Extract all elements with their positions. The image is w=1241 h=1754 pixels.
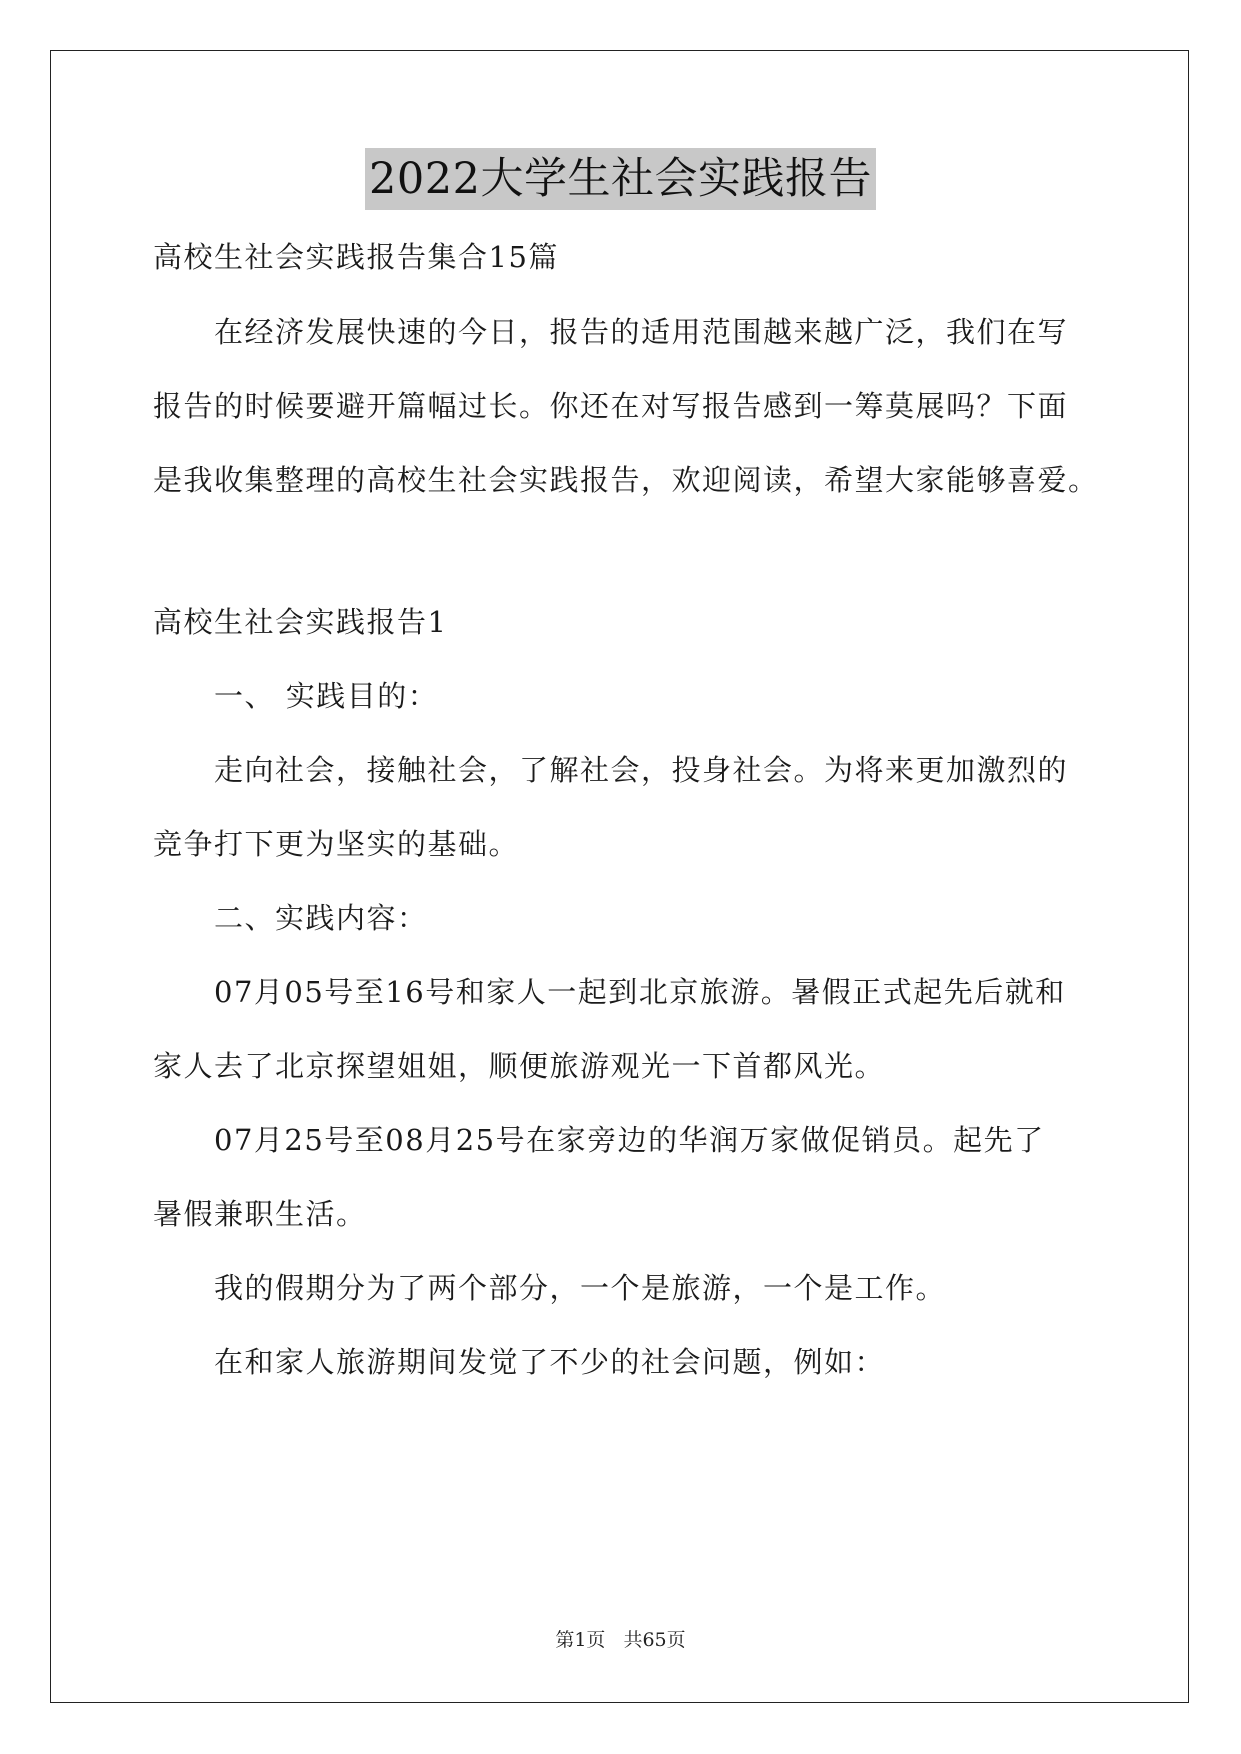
subheading-line: 一、 实践目的： [214, 679, 439, 713]
paragraph-line: 在经济发展快速的今日，报告的适用范围越来越广泛，我们在写 [214, 315, 1069, 349]
paragraph-line: 我的假期分为了两个部分，一个是旅游，一个是工作。 [214, 1271, 947, 1305]
document-title: 2022大学生社会实践报告 [365, 148, 876, 210]
paragraph-line: 暑假兼职生活。 [153, 1197, 367, 1231]
title-container [0, 148, 1241, 210]
paragraph-line: 家人去了北京探望姐姐，顺便旅游观光一下首都风光。 [153, 1049, 886, 1083]
paragraph-line: 07月25号至08月25号在家旁边的华润万家做促销员。起先了 [214, 1123, 1045, 1157]
paragraph-line: 在和家人旅游期间发觉了不少的社会问题，例如： [214, 1345, 886, 1379]
paragraph-line: 07月05号至16号和家人一起到北京旅游。暑假正式起先后就和 [214, 975, 1066, 1009]
page-number: 第1页 [555, 1629, 606, 1651]
page-border [50, 50, 1189, 1703]
subtitle-line: 高校生社会实践报告集合15篇 [153, 240, 559, 274]
page-footer [0, 1625, 1241, 1652]
paragraph-line: 是我收集整理的高校生社会实践报告，欢迎阅读，希望大家能够喜爱。 [153, 463, 1099, 497]
section-heading: 高校生社会实践报告1 [153, 605, 448, 639]
subheading-line: 二、实践内容： [214, 901, 428, 935]
paragraph-line: 走向社会，接触社会，了解社会，投身社会。为将来更加激烈的 [214, 753, 1069, 787]
page-total: 共65页 [623, 1629, 686, 1651]
paragraph-line: 报告的时候要避开篇幅过长。你还在对写报告感到一筹莫展吗？下面 [153, 389, 1069, 423]
paragraph-line: 竞争打下更为坚实的基础。 [153, 827, 520, 861]
